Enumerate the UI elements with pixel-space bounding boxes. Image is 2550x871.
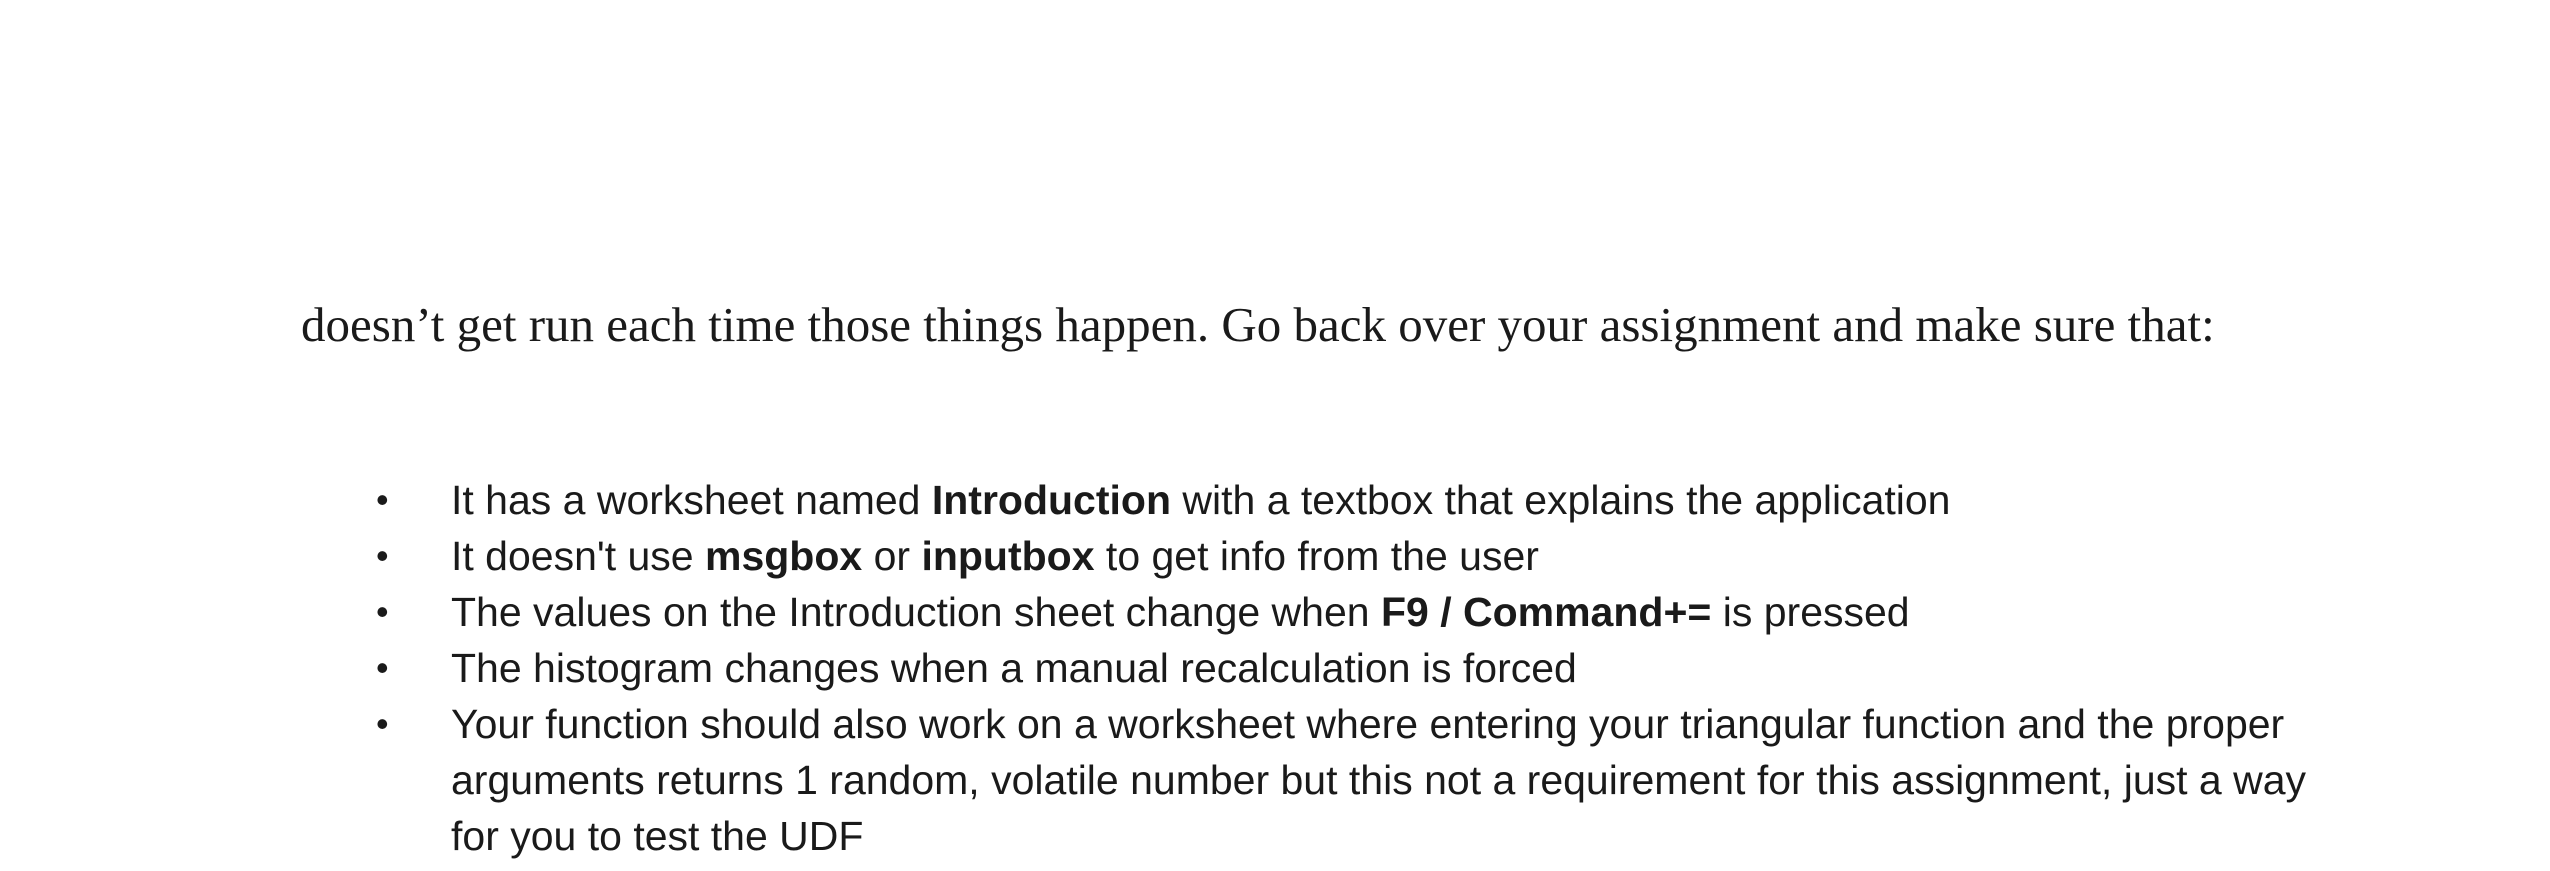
item-text: It has a worksheet named <box>451 477 932 523</box>
bullet-icon: • <box>376 591 389 632</box>
intro-paragraph: doesn’t get run each time those things happen. Go back over your assignment and make sure that: <box>301 297 2215 352</box>
item-text: or <box>862 533 922 579</box>
item-text: with a textbox that explains the application <box>1171 477 1951 523</box>
item-text: Your function should also work on a worksheet where entering your triangular function and the proper arguments returns 1 random, volatile number but this not a requirement for this assignment, just a way for you to test the UDF <box>451 701 2307 859</box>
list-item <box>301 696 2311 864</box>
item-text: The values on the Introduction sheet change when <box>451 589 1381 635</box>
item-text: to get info from the user <box>1094 533 1539 579</box>
item-bold-text: Introduction <box>931 477 1171 523</box>
requirements-checklist <box>301 472 2311 864</box>
item-text: It doesn't use <box>451 533 705 579</box>
list-item <box>301 528 2311 584</box>
list-item <box>301 584 2311 640</box>
bullet-icon: • <box>376 703 389 744</box>
bullet-icon: • <box>376 647 389 688</box>
bullet-icon: • <box>376 479 389 520</box>
item-bold-text: F9 / Command+= <box>1380 589 1712 635</box>
list-item <box>301 472 2311 528</box>
item-text: The histogram changes when a manual recalculation is forced <box>451 645 1577 691</box>
list-item <box>301 640 2311 696</box>
bullet-icon: • <box>376 535 389 576</box>
item-text: is pressed <box>1711 589 1910 635</box>
item-bold-text: inputbox <box>921 533 1095 579</box>
item-bold-text: msgbox <box>705 533 863 579</box>
